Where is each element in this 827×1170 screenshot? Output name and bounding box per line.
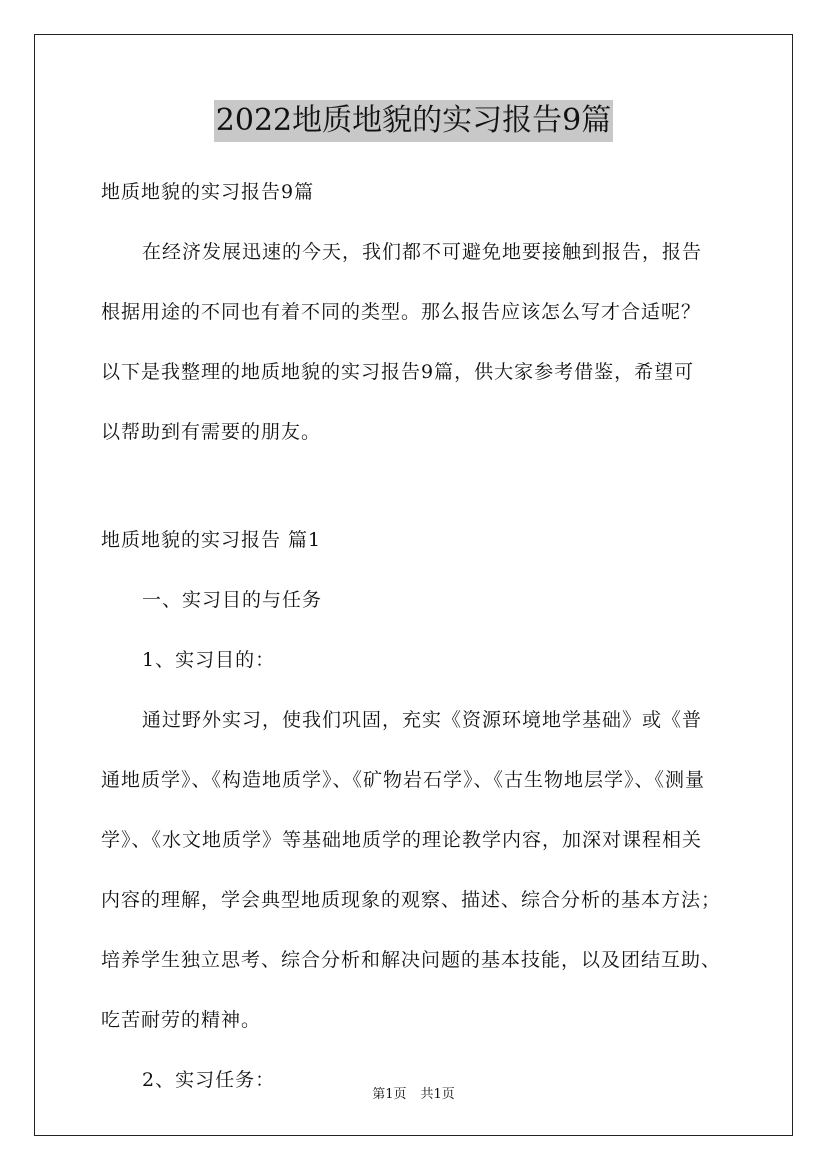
subtitle: 地质地貌的实习报告9篇 [101, 181, 315, 203]
heading-level-2: 2、实习任务： [142, 1069, 276, 1091]
purpose-line: 通地质学》、《构造地质学》、《矿物岩石学》、《古生物地层学》、《测量 [101, 769, 706, 791]
document-body [101, 172, 733, 1100]
purpose-line: 内容的理解，学会典型地质现象的观察、描述、综合分析的基本方法； [101, 889, 722, 911]
intro-line: 以帮助到有需要的朋友。 [101, 421, 322, 443]
purpose-line: 培养学生独立思考、综合分析和解决问题的基本技能，以及团结互助、 [101, 949, 722, 971]
spacer [101, 1040, 733, 1060]
spacer [101, 452, 733, 500]
page-number: 第1页 [372, 1087, 407, 1102]
section-heading: 地质地貌的实习报告 篇1 [101, 529, 322, 551]
purpose-line: 吃苦耐劳的精神。 [101, 1009, 262, 1031]
title-wrap [0, 100, 827, 142]
spacer [101, 980, 733, 1000]
spacer [101, 620, 733, 640]
purpose-line: 学》、《水文地质学》等基础地质学的理论教学内容，加深对课程相关 [101, 829, 703, 851]
heading-level-1: 一、实习目的与任务 [142, 589, 323, 611]
page-total: 共1页 [420, 1087, 455, 1102]
spacer [101, 800, 733, 820]
purpose-line: 通过野外实习，使我们巩固，充实《资源环境地学基础》或《普 [142, 709, 703, 731]
spacer [101, 212, 733, 232]
heading-level-2: 1、实习目的： [142, 649, 276, 671]
spacer [101, 332, 733, 352]
spacer [101, 500, 733, 520]
spacer [101, 920, 733, 940]
spacer [101, 680, 733, 700]
intro-line: 在经济发展迅速的今天，我们都不可避免地要接触到报告，报告 [142, 241, 703, 263]
page-footer [0, 1083, 827, 1102]
spacer [101, 560, 733, 580]
spacer [101, 392, 733, 412]
spacer [101, 860, 733, 880]
intro-line: 以下是我整理的地质地貌的实习报告9篇，供大家参考借鉴，希望可 [101, 361, 695, 383]
spacer [101, 740, 733, 760]
document-title: 2022地质地貌的实习报告9篇 [214, 100, 613, 142]
spacer [101, 272, 733, 292]
intro-line: 根据用途的不同也有着不同的类型。那么报告应该怎么写才合适呢？ [101, 301, 702, 323]
